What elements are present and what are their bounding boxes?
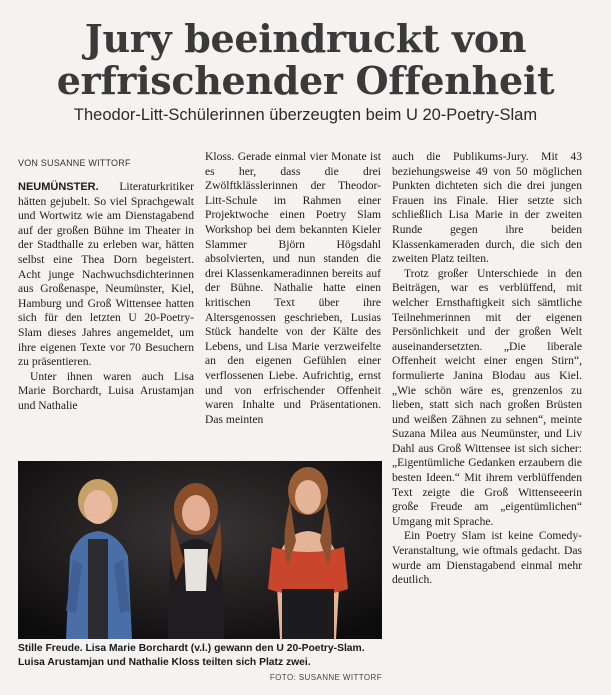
article-column-2 <box>205 150 381 427</box>
dateline: NEUMÜNSTER. <box>18 181 99 193</box>
headline-line-2: erfrischender Offenheit <box>56 58 555 103</box>
photo-credit: FOTO: SUSANNE WITTORF <box>269 673 382 682</box>
photo-caption: Stille Freude. Lisa Marie Borchardt (v.l.) gewann den U 20-Poetry-Slam. Luisa Arustamjan und Nathalie Kloss teilten sich Platz zwei. <box>18 643 365 668</box>
photo-illustration <box>18 461 382 639</box>
article-column-3 <box>392 150 582 588</box>
paragraph: Kloss. Gerade einmal vier Monate ist es her, dass die drei Zwölftklässlerinnen der Theodor-Litt-Schule im Rahmen einer Projektwoche einen Poetry Slam Workshop bei dem bekannten Kieler Slammer Björn Högsdahl absolvierten, und nun standen die drei Klassenkameradinnen bereits auf der Bühne. Nathalie hatte einen kritischen Text über ihre Altersgenossen geschrieben, Lusias Stück handelte von der Kälte des Lebens, und Lisa Marie verzweifelte an den eigenen Gefühlen einer verflossenen Liebe. Aufrichtig, ernst und von erfrischender Offenheit waren Inhalte und Präsentationen. Das meinten <box>205 150 381 426</box>
headline-line-1: Jury beeindruckt von <box>84 16 527 61</box>
paragraph: Trotz großer Unterschiede in den Beiträgen, war es verblüffend, mit welcher Ernsthaftigkeit sich sämtliche Teilnehmerinnen mit der eigenen Persönlichkeit und der großen Welt auseinandersetzten. „Die liberale Offenheit weicht einer engen Stirn“, formulierte Janina Blodau aus Kiel. „Wie schön wäre es, grenzenlos zu lieben, statt sich nach großen Brüsten und weißen Zähnen zu sehnen“, meinte Suzana Milea aus Neumünster, und Liv Dahl aus Groß Wittensee ist sich sicher: „Eigentümliche Gedanken erzaubern die besten Ideen.“ Mit ihrem verblüffenden Text zeigte die Groß Wittenseeerin große Freude am „eigentümlichen“ Umgang mit Sprache. <box>392 266 582 528</box>
stage-photo <box>18 461 382 639</box>
paragraph: Unter ihnen waren auch Lisa Marie Borchardt, Luisa Arustamjan und Nathalie <box>18 369 194 412</box>
article-column-1 <box>18 180 194 414</box>
performer-middle <box>168 483 224 639</box>
paragraph-text: Literaturkritiker hätten gejubelt. So viel Sprachgewalt und Wortwitz wie am Dienstagabend auf der großen Bühne im Theater in der Stadthalle zu erleben war, hätten selbst eine Thea Dorn begeistert. Acht junge Nachwuchsdichterinnen aus Großenaspe, Neumünster, Kiel, Hamburg und Groß Wittensee hatten sich für den letzten U 20-Poetry-Slam dieses Jahres angemeldet, um ihre eigenen Texte vor 70 Besuchern zu präsentieren. <box>18 180 194 369</box>
headline <box>0 18 611 102</box>
paragraph: auch die Publikums-Jury. Mit 43 beziehungsweise 49 von 50 möglichen Punkten dichteten sich die drei jungen Frauen ins Finale. Hier setzte sich schließlich Lisa Marie in der zweiten Runde gegen ihre beiden Klassenkameraden durch, die sich den zweiten Platz teilten. <box>392 150 582 266</box>
paragraph <box>18 180 194 370</box>
paragraph: Ein Poetry Slam ist keine Comedy-Veranstaltung, wie oftmals gedacht. Das wurde am Dienstagabend einmal mehr deutlich. <box>392 529 582 587</box>
subheadline: Theodor-Litt-Schülerinnen überzeugten beim U 20-Poetry-Slam <box>73 106 538 124</box>
byline: VON SUSANNE WITTORF <box>18 158 131 168</box>
